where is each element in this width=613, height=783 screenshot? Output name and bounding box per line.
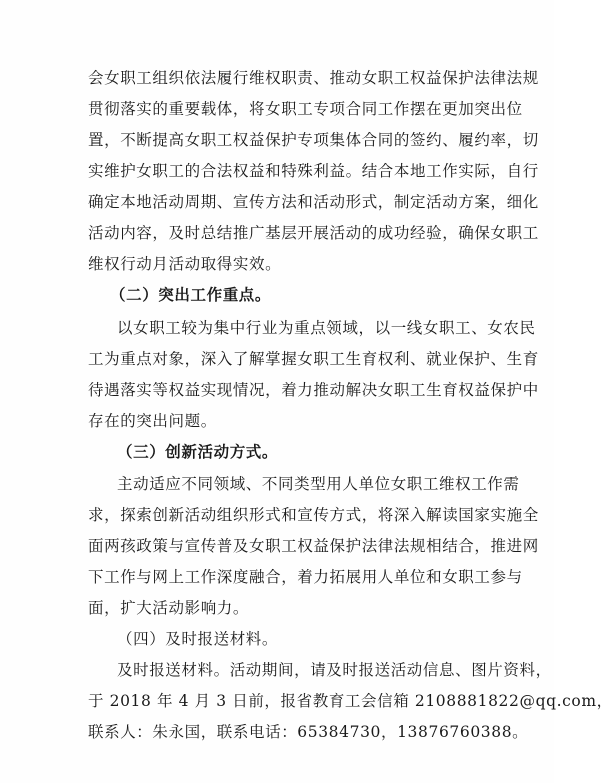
paragraph-3-line: 求，探索创新活动组织形式和宣传方式，将深入解读国家实施全: [88, 506, 539, 524]
paragraph-2-line: 存在的突出问题。: [88, 412, 217, 430]
paragraph-1-line: 置，不断提高女职工权益保护专项集体合同的签约、履约率，切: [88, 131, 539, 149]
paragraph-1-line: 维权行动月活动取得实效。: [88, 255, 282, 273]
paragraph-4-line: 联系人：朱永国，联系电话：65384730，13876760388。: [88, 723, 529, 741]
paragraph-1-line: 活动内容，及时总结推广基层开展活动的成功经验，确保女职工: [88, 224, 539, 242]
paragraph-3-line: 下工作与网上工作深度融合，着力拓展用人单位和女职工参与: [88, 568, 523, 586]
paragraph-2-line: 以女职工较为集中行业为重点领域，以一线女职工、女农民: [117, 319, 536, 337]
section-heading-4: （四）及时报送材料。: [117, 630, 279, 648]
paragraph-2-line: 工为重点对象，深入了解掌握女职工生育权利、就业保护、生育: [88, 350, 539, 368]
paragraph-1-line: 实维护女职工的合法权益和特殊利益。结合本地工作实际，自行: [88, 162, 539, 180]
paragraph-1-line: 贯彻落实的重要载体，将女职工专项合同工作摆在更加突出位: [88, 100, 523, 118]
paragraph-1-line: 会女职工组织依法履行维权职责、推动女职工权益保护法律法规: [88, 69, 539, 87]
paragraph-1-line: 确定本地活动周期、宣传方法和活动形式，制定活动方案，细化: [88, 193, 539, 211]
paragraph-4-line: 及时报送材料。活动期间，请及时报送活动信息、图片资料，: [117, 661, 552, 679]
section-heading-3: （三）创新活动方式。: [117, 442, 279, 461]
paragraph-3-line: 主动适应不同领域、不同类型用人单位女职工维权工作需: [117, 475, 520, 493]
paragraph-4-line: 于 2018 年 4 月 3 日前，报省教育工会信箱 2108881822@qq.com，: [88, 692, 613, 710]
paragraph-2-line: 待遇落实等权益实现情况，着力推动解决女职工生育权益保护中: [88, 381, 539, 399]
section-heading-2: （二）突出工作重点。: [110, 285, 272, 304]
paragraph-3-line: 面，扩大活动影响力。: [88, 599, 250, 617]
paragraph-3-line: 面两孩政策与宣传普及女职工权益保护法律法规相结合，推进网: [88, 537, 539, 555]
